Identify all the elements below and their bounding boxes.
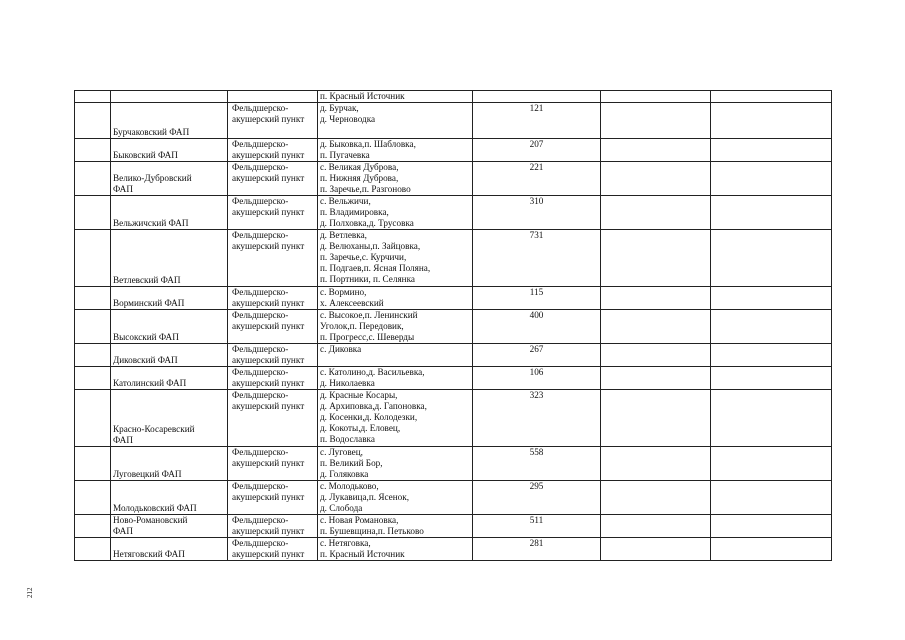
facility-name-cell: Ворминский ФАП: [111, 287, 228, 310]
facility-type-cell: Фельдшерско- акушерский пункт: [228, 310, 318, 344]
population-cell: 323: [473, 390, 601, 447]
empty-cell: [601, 162, 711, 196]
facility-type-cell: Фельдшерско- акушерский пункт: [228, 344, 318, 367]
facility-name-cell: Диковский ФАП: [111, 344, 228, 367]
empty-cell: [601, 310, 711, 344]
facility-name-cell: Велико-Дубровский ФАП: [111, 162, 228, 196]
row-index-cell: [75, 538, 111, 561]
population-cell: 310: [473, 196, 601, 230]
facility-name-cell: Ветлевский ФАП: [111, 230, 228, 287]
table-row: [75, 162, 832, 196]
facility-name-cell: Ново-Романовский ФАП: [111, 515, 228, 538]
table-row: [75, 91, 832, 103]
population-cell: 267: [473, 344, 601, 367]
population-cell: 115: [473, 287, 601, 310]
population-cell: 121: [473, 103, 601, 139]
population-cell: 558: [473, 447, 601, 481]
facility-type-cell: Фельдшерско- акушерский пункт: [228, 367, 318, 390]
facility-type-cell: Фельдшерско- акушерский пункт: [228, 230, 318, 287]
facility-name-cell: Нетяговский ФАП: [111, 538, 228, 561]
table-row: [75, 287, 832, 310]
empty-cell: [711, 515, 832, 538]
facility-name-cell: Быковский ФАП: [111, 139, 228, 162]
facility-type-cell: Фельдшерско- акушерский пункт: [228, 196, 318, 230]
empty-cell: [711, 310, 832, 344]
facility-type-cell: Фельдшерско- акушерский пункт: [228, 538, 318, 561]
facility-type-cell: Фельдшерско- акушерский пункт: [228, 162, 318, 196]
empty-cell: [601, 344, 711, 367]
empty-cell: [601, 139, 711, 162]
row-index-cell: [75, 91, 111, 103]
population-cell: [473, 91, 601, 103]
empty-cell: [601, 196, 711, 230]
facility-name-cell: Вельжичский ФАП: [111, 196, 228, 230]
row-index-cell: [75, 196, 111, 230]
row-index-cell: [75, 367, 111, 390]
empty-cell: [711, 139, 832, 162]
table-row: [75, 367, 832, 390]
empty-cell: [711, 162, 832, 196]
settlements-cell: с. Луговец, п. Великий Бор, д. Голяковка: [318, 447, 473, 481]
empty-cell: [711, 287, 832, 310]
settlements-cell: д. Быковка,п. Шабловка, п. Пугачевка: [318, 139, 473, 162]
row-index-cell: [75, 287, 111, 310]
row-index-cell: [75, 344, 111, 367]
population-cell: 221: [473, 162, 601, 196]
settlements-cell: с. Вельжичи, п. Владимировка, д. Полховка,д. Трусовка: [318, 196, 473, 230]
row-index-cell: [75, 390, 111, 447]
empty-cell: [601, 447, 711, 481]
empty-cell: [601, 515, 711, 538]
row-index-cell: [75, 162, 111, 196]
row-index-cell: [75, 515, 111, 538]
empty-cell: [601, 287, 711, 310]
table-row: [75, 310, 832, 344]
empty-cell: [711, 538, 832, 561]
table-row: [75, 481, 832, 515]
table-row: [75, 139, 832, 162]
population-cell: 731: [473, 230, 601, 287]
facility-name-cell: Луговецкий ФАП: [111, 447, 228, 481]
facility-type-cell: Фельдшерско- акушерский пункт: [228, 515, 318, 538]
empty-cell: [711, 390, 832, 447]
settlements-cell: с. Католино,д. Васильевка, д. Николаевка: [318, 367, 473, 390]
empty-cell: [601, 367, 711, 390]
row-index-cell: [75, 447, 111, 481]
empty-cell: [711, 103, 832, 139]
empty-cell: [601, 390, 711, 447]
settlements-cell: д. Ветлевка, д. Велюханы,п. Зайцовка, п. Заречье,с. Курчичи, п. Подгаев,п. Ясная Поляна, п. Портники, п. Селянка: [318, 230, 473, 287]
facility-type-cell: Фельдшерско- акушерский пункт: [228, 103, 318, 139]
table-row: [75, 538, 832, 561]
settlements-cell: п. Красный Источник: [318, 91, 473, 103]
facility-name-cell: Бурчаковский ФАП: [111, 103, 228, 139]
settlements-cell: д. Бурчак, д. Черноводка: [318, 103, 473, 139]
facility-name-cell: Молодьковский ФАП: [111, 481, 228, 515]
facility-type-cell: Фельдшерско- акушерский пункт: [228, 287, 318, 310]
empty-cell: [711, 481, 832, 515]
population-cell: 207: [473, 139, 601, 162]
empty-cell: [601, 538, 711, 561]
facility-type-cell: Фельдшерско- акушерский пункт: [228, 447, 318, 481]
population-cell: 400: [473, 310, 601, 344]
settlements-cell: с. Высокое,п. Ленинский Уголок,п. Передовик, п. Прогресс,с. Шеверды: [318, 310, 473, 344]
population-cell: 281: [473, 538, 601, 561]
facility-type-cell: [228, 91, 318, 103]
empty-cell: [711, 230, 832, 287]
page-number: 212: [26, 587, 34, 598]
empty-cell: [601, 481, 711, 515]
row-index-cell: [75, 310, 111, 344]
empty-cell: [711, 344, 832, 367]
facility-type-cell: Фельдшерско- акушерский пункт: [228, 481, 318, 515]
empty-cell: [601, 91, 711, 103]
facilities-table: [74, 90, 832, 561]
empty-cell: [711, 196, 832, 230]
row-index-cell: [75, 139, 111, 162]
facility-name-cell: [111, 91, 228, 103]
empty-cell: [711, 367, 832, 390]
settlements-cell: с. Вормино, х. Алексеевский: [318, 287, 473, 310]
facility-name-cell: Красно-Косаревский ФАП: [111, 390, 228, 447]
facility-name-cell: Высокский ФАП: [111, 310, 228, 344]
settlements-cell: с. Диковка: [318, 344, 473, 367]
table-row: [75, 515, 832, 538]
table-row: [75, 390, 832, 447]
table-row: [75, 344, 832, 367]
population-cell: 511: [473, 515, 601, 538]
facility-type-cell: Фельдшерско- акушерский пункт: [228, 390, 318, 447]
empty-cell: [711, 447, 832, 481]
population-cell: 106: [473, 367, 601, 390]
population-cell: 295: [473, 481, 601, 515]
empty-cell: [601, 230, 711, 287]
settlements-cell: д. Красные Косары, д. Архиповка,д. Гапоновка, д. Косенки,д. Колодезки, д. Кокоты,д. Еловец, п. Водославка: [318, 390, 473, 447]
settlements-cell: с. Нетяговка, п. Красный Источник: [318, 538, 473, 561]
row-index-cell: [75, 481, 111, 515]
row-index-cell: [75, 230, 111, 287]
settlements-cell: с. Новая Романовка, п. Бушевщина,п. Петьково: [318, 515, 473, 538]
facility-type-cell: Фельдшерско- акушерский пункт: [228, 139, 318, 162]
empty-cell: [601, 103, 711, 139]
facility-name-cell: Католинский ФАП: [111, 367, 228, 390]
table-row: [75, 447, 832, 481]
settlements-cell: с. Великая Дуброва, п. Нижняя Дуброва, п. Заречье,п. Разгоново: [318, 162, 473, 196]
settlements-cell: с. Молодьково, д. Лукавица,п. Ясенок, д. Слобода: [318, 481, 473, 515]
table-row: [75, 103, 832, 139]
row-index-cell: [75, 103, 111, 139]
table-row: [75, 196, 832, 230]
table-row: [75, 230, 832, 287]
empty-cell: [711, 91, 832, 103]
